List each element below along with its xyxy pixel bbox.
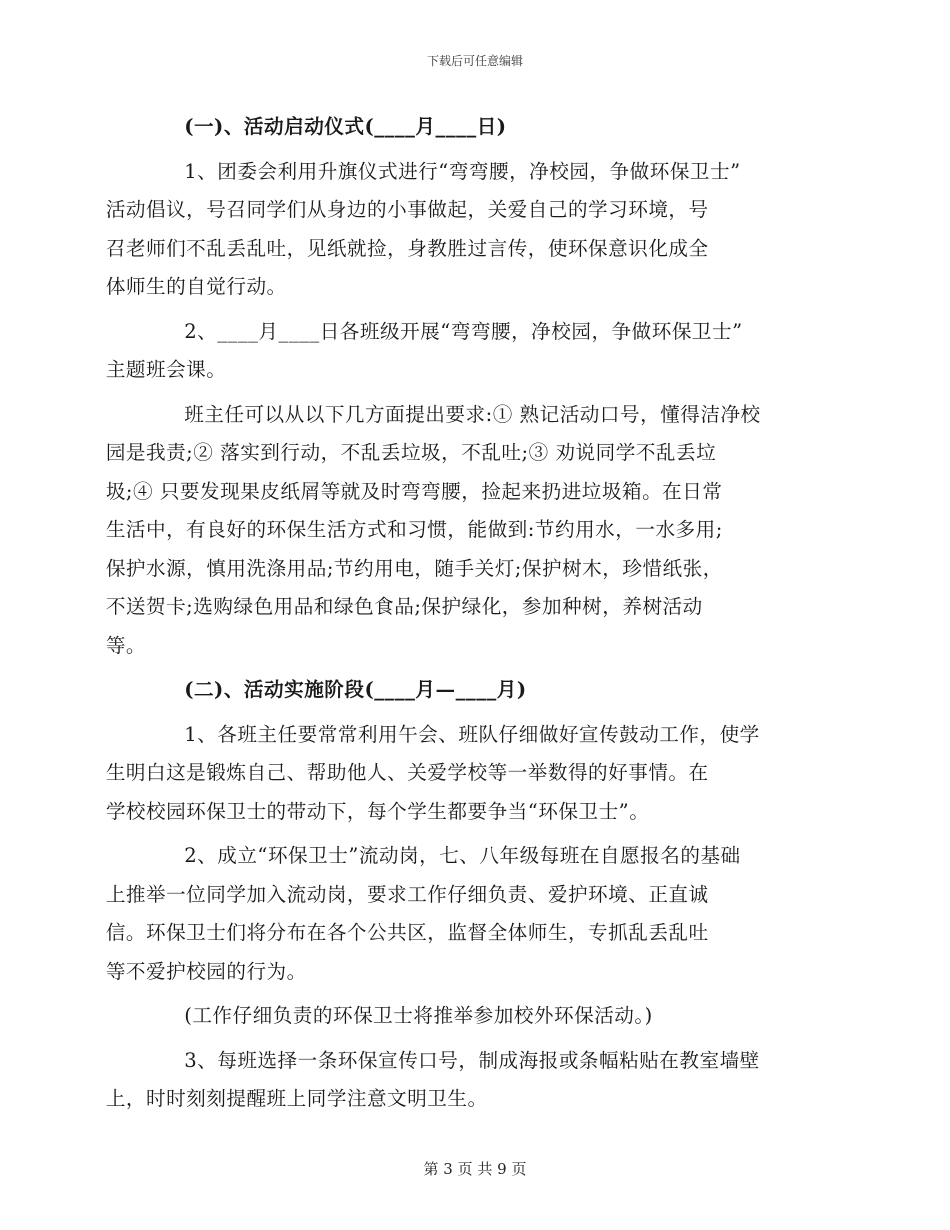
paragraph-item-5: [105, 1042, 807, 1119]
text-line: 1、团委会利用升旗仪式进行“弯弯腰，净校园，争做环保卫士”: [184, 159, 741, 183]
text-line: 等。: [105, 633, 146, 657]
document-body: [105, 108, 807, 1125]
header-note: 下载后可任意编辑: [426, 54, 523, 68]
text-line: 主题班会课。: [105, 358, 227, 381]
text-line: 活动倡议，号召同学们从身边的小事做起，关爱自己的学习环境，号: [105, 198, 709, 221]
text-line: 1、各班主任要常常利用午会、班队仔细做好宣传鼓动工作，使学: [184, 722, 760, 746]
paragraph-note: [145, 997, 807, 1036]
text-line: 2、成立“环保卫士”流动岗，七、八年级每班在自愿报名的基础: [184, 844, 741, 867]
text-line: 等不爱护校园的行为。: [105, 959, 307, 983]
paragraph-item-1: [105, 153, 807, 307]
text-line: 上，时时刻刻提醒班上同学注意文明卫生。: [105, 1087, 488, 1110]
text-line: 信。环保卫士们将分布在各个公共区，监督全体师生，专抓乱丢乱吐: [105, 921, 709, 944]
page-number: 第 3 页 共 9 页: [423, 1160, 527, 1178]
text-line: 生明白这是锻炼自己、帮助他人、关爱学校等一举数得的好事情。在: [105, 761, 709, 784]
text-line: 圾;④ 只要发现果皮纸屑等就及时弯弯腰，捡起来扔进垃圾箱。在日常: [105, 479, 723, 503]
text-line: 召老师们不乱丢乱吐，见纸就捡，身教胜过言传，使环保意识化成全: [105, 236, 709, 260]
paragraph-item-4: [105, 837, 807, 991]
paragraph-requirements: [105, 396, 807, 666]
text-line: (一)、活动启动仪式(____月____日): [184, 115, 507, 138]
text-line: 上推举一位同学加入流动岗，要求工作仔细负责、爱护环境、正直诚: [105, 882, 709, 906]
text-line: 园是我责;② 落实到行动，不乱丢垃圾，不乱吐;③ 劝说同学不乱丢垃: [105, 441, 717, 464]
text-line: 2、____月____日各班级开展“弯弯腰，净校园，争做环保卫士”: [184, 319, 743, 343]
text-line: 生活中，有良好的环保生活方式和习惯，能做到:节约用水，一水多用;: [105, 518, 723, 541]
text-line: 不送贺卡;选购绿色用品和绿色食品;保护绿化，参加种树，养树活动: [105, 595, 703, 618]
section-heading-2: [145, 671, 807, 710]
text-line: 学校校园环保卫士的带动下，每个学生都要争当“环保卫士”。: [105, 799, 650, 823]
text-line: 体师生的自觉行动。: [105, 275, 287, 298]
paragraph-item-2: [105, 313, 807, 390]
paragraph-item-3: [105, 716, 807, 832]
text-line: 3、每班选择一条环保宣传口号，制成海报或条幅粘贴在教室墙壁: [184, 1048, 760, 1072]
section-heading-1: [145, 108, 807, 147]
text-line: 保护水源，慎用洗涤用品;节约用电，随手关灯;保护树木，珍惜纸张，: [105, 556, 723, 580]
text-line: (二)、活动实施阶段(____月—____月): [184, 678, 527, 701]
text-line: 班主任可以从以下几方面提出要求:① 熟记活动口号，懂得洁净校: [184, 402, 761, 426]
text-line: (工作仔细负责的环保卫士将推举参加校外环保活动。): [184, 1004, 653, 1027]
